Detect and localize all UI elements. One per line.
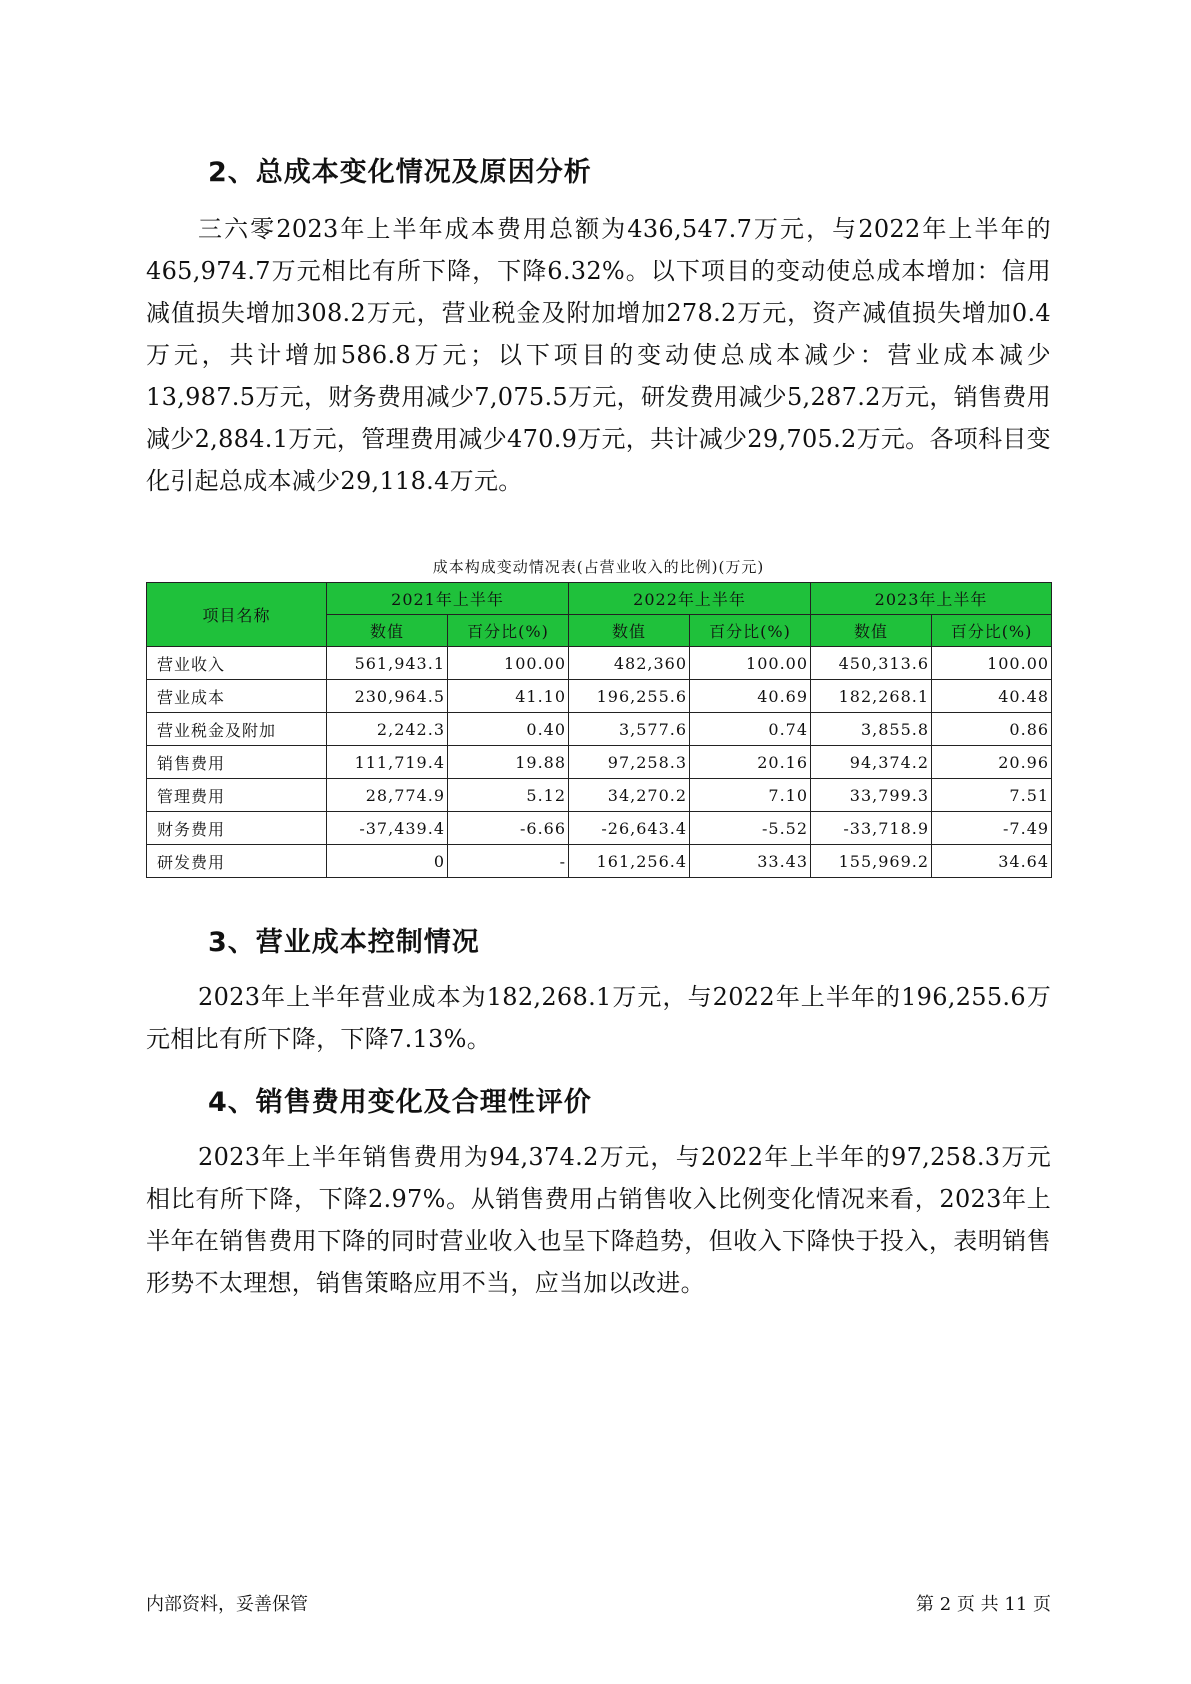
value-header: 数值 (811, 615, 932, 647)
table-cell: - (448, 845, 569, 878)
table-cell: 161,256.4 (569, 845, 690, 878)
section-3-heading: 3、营业成本控制情况 (208, 927, 480, 958)
table-cell: 561,943.1 (327, 647, 448, 680)
row-label: 营业成本 (147, 680, 327, 713)
table-row (147, 779, 1052, 812)
table-cell: 0 (327, 845, 448, 878)
section-2-heading: 2、总成本变化情况及原因分析 (208, 157, 592, 188)
footer-confidential-note: 内部资料，妥善保管 (146, 1594, 308, 1615)
percent-header: 百分比(%) (932, 615, 1052, 647)
table-cell: -5.52 (690, 812, 811, 845)
period-header: 2023年上半年 (811, 583, 1052, 615)
table-cell: 33,799.3 (811, 779, 932, 812)
row-label: 财务费用 (147, 812, 327, 845)
table-cell: 196,255.6 (569, 680, 690, 713)
table-cell: 100.00 (932, 647, 1052, 680)
table-cell: 155,969.2 (811, 845, 932, 878)
table-cell: -6.66 (448, 812, 569, 845)
table-cell: 3,855.8 (811, 713, 932, 746)
table-row (147, 680, 1052, 713)
table-header-row (147, 583, 1052, 615)
row-label: 营业税金及附加 (147, 713, 327, 746)
table-cell: 100.00 (690, 647, 811, 680)
table-cell: 0.86 (932, 713, 1052, 746)
table-cell: 2,242.3 (327, 713, 448, 746)
table-cell: 40.69 (690, 680, 811, 713)
table-cell: -26,643.4 (569, 812, 690, 845)
table-row (147, 746, 1052, 779)
table-cell: 0.40 (448, 713, 569, 746)
table-cell: -33,718.9 (811, 812, 932, 845)
table-cell: 94,374.2 (811, 746, 932, 779)
table-cell: -7.49 (932, 812, 1052, 845)
item-name-header: 项目名称 (147, 583, 327, 647)
percent-header: 百分比(%) (448, 615, 569, 647)
cost-structure-table (146, 582, 1052, 878)
table-cell: 97,258.3 (569, 746, 690, 779)
table-row (147, 845, 1052, 878)
table-cell: 40.48 (932, 680, 1052, 713)
row-label: 管理费用 (147, 779, 327, 812)
table-cell: -37,439.4 (327, 812, 448, 845)
table-cell: 5.12 (448, 779, 569, 812)
footer-page-number: 第 2 页 共 11 页 (916, 1594, 1051, 1615)
table-cell: 7.10 (690, 779, 811, 812)
table-cell: 7.51 (932, 779, 1052, 812)
period-header: 2021年上半年 (327, 583, 569, 615)
table-row (147, 812, 1052, 845)
period-header: 2022年上半年 (569, 583, 811, 615)
section-4-heading: 4、销售费用变化及合理性评价 (208, 1087, 592, 1118)
row-label: 销售费用 (147, 746, 327, 779)
row-label: 研发费用 (147, 845, 327, 878)
table-cell: 19.88 (448, 746, 569, 779)
table-cell: 20.96 (932, 746, 1052, 779)
percent-header: 百分比(%) (690, 615, 811, 647)
table-row (147, 647, 1052, 680)
row-label: 营业收入 (147, 647, 327, 680)
table-cell: 34,270.2 (569, 779, 690, 812)
table-cell: 182,268.1 (811, 680, 932, 713)
table-cell: 3,577.6 (569, 713, 690, 746)
section-3-paragraph: 2023年上半年营业成本为182,268.1万元，与2022年上半年的196,255.6万元相比有所下降，下降7.13%。 (146, 983, 1051, 1053)
value-header: 数值 (569, 615, 690, 647)
table-cell: 230,964.5 (327, 680, 448, 713)
table-caption: 成本构成变动情况表(占营业收入的比例)(万元) (432, 558, 765, 576)
value-header: 数值 (327, 615, 448, 647)
table-cell: 34.64 (932, 845, 1052, 878)
table-cell: 111,719.4 (327, 746, 448, 779)
table-cell: 28,774.9 (327, 779, 448, 812)
table-cell: 33.43 (690, 845, 811, 878)
table-row (147, 713, 1052, 746)
table-cell: 20.16 (690, 746, 811, 779)
table-cell: 100.00 (448, 647, 569, 680)
section-4-paragraph: 2023年上半年销售费用为94,374.2万元，与2022年上半年的97,258.3万元相比有所下降，下降2.97%。从销售费用占销售收入比例变化情况来看，2023年上半年在销售费用下降的同时营业收入也呈下降趋势，但收入下降快于投入，表明销售形势不太理想，销售策略应用不当，应当加以改进。 (146, 1143, 1051, 1297)
table-cell: 450,313.6 (811, 647, 932, 680)
table-cell: 0.74 (690, 713, 811, 746)
table-cell: 41.10 (448, 680, 569, 713)
section-2-paragraph: 三六零2023年上半年成本费用总额为436,547.7万元，与2022年上半年的465,974.7万元相比有所下降，下降6.32%。以下项目的变动使总成本增加：信用减值损失增加308.2万元，营业税金及附加增加278.2万元，资产减值损失增加0.4万元，共计增加586.8万元；以下项目的变动使总成本减少：营业成本减少13,987.5万元，财务费用减少7,075.5万元，研发费用减少5,287.2万元，销售费用减少2,884.1万元，管理费用减少470.9万元，共计减少29,705.2万元。各项科目变化引起总成本减少29,118.4万元。 (146, 215, 1051, 495)
table-cell: 482,360 (569, 647, 690, 680)
